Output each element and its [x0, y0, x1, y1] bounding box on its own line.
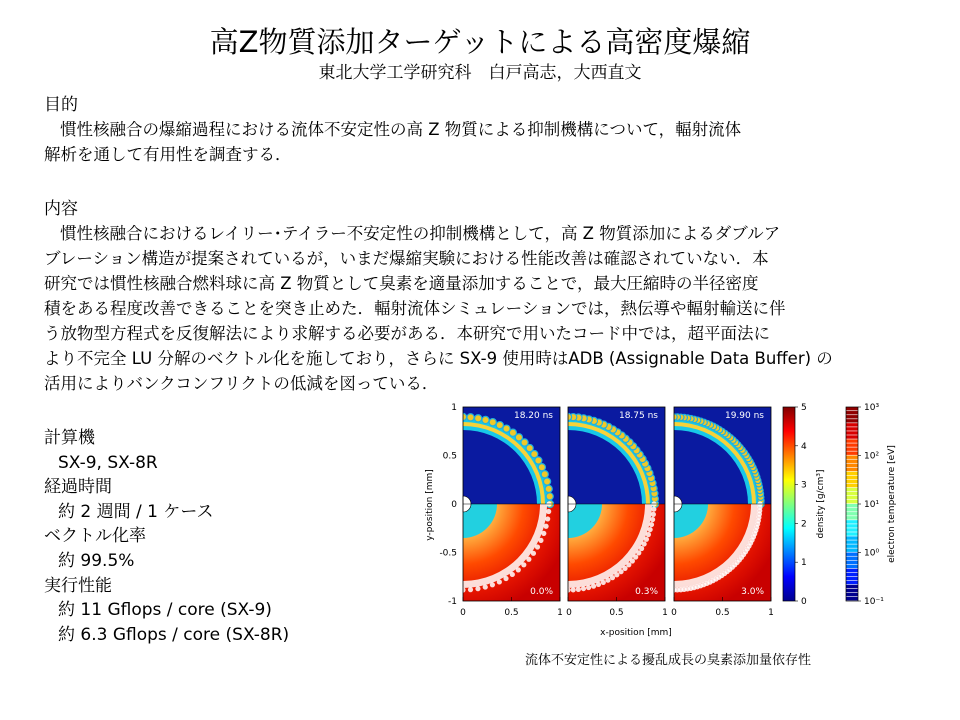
- panel-additive-label: 0.3%: [635, 587, 658, 597]
- density-tick-label: 4: [801, 441, 807, 452]
- density-colorbar-label: density [g/cm³]: [816, 469, 826, 539]
- x-tick-label: 0: [460, 608, 466, 618]
- content-line: 研究では慣性核融合燃料球に高 Z 物質として臭素を適量添加することで，最大圧縮時の半径密度: [44, 274, 759, 293]
- y-tick-label: 0: [451, 500, 457, 510]
- panel-time-label: 18.75 ns: [618, 411, 658, 421]
- x-tick-label: 0.5: [609, 608, 624, 618]
- density-tick-label: 0: [801, 597, 807, 607]
- x-tick-label: 0: [566, 608, 572, 618]
- content-line: ブレーション構造が提案されているが，いまだ爆縮実験における性能改善は確認されていない．本: [44, 249, 769, 268]
- temperature-tick-label: 10¹: [864, 500, 880, 510]
- simulation-panel: [671, 407, 771, 601]
- simulation-panel: [564, 407, 665, 601]
- content-line: 積をある程度改善できることを突き止めた．輻射流体シミュレーションでは，熱伝導や輻射輸送に伴: [44, 299, 786, 318]
- x-tick-label: 1: [557, 608, 563, 618]
- temperature-tick-label: 10³: [864, 403, 880, 413]
- temperature-tick-label: 10²: [864, 451, 880, 462]
- y-axis-label: y-position [mm]: [425, 469, 435, 541]
- content-line: 活用によりバンクコンフリクトの低減を図っている．: [44, 374, 439, 393]
- density-tick-label: 3: [801, 480, 807, 491]
- x-tick-label: 0: [671, 608, 677, 618]
- y-tick-label: 0.5: [442, 451, 457, 462]
- content-heading: 内容: [44, 199, 78, 219]
- x-tick-label: 0.5: [504, 608, 519, 618]
- purpose-heading: 目的: [44, 95, 78, 115]
- spec-value-elapsed: 約 2 週間 / 1 ケース: [58, 501, 214, 522]
- spec-label-performance: 実行性能: [44, 575, 112, 596]
- simulation-figure: [418, 397, 918, 667]
- simulation-figure-svg: [418, 397, 918, 647]
- x-axis-label: x-position [mm]: [600, 628, 672, 638]
- spec-label-vectorization: ベクトル化率: [44, 526, 146, 547]
- content-line: より不完全 LU 分解のベクトル化を施しており，さらに SX-9 使用時はADB (Assignable Data Buffer) の: [44, 349, 833, 368]
- y-tick-label: -0.5: [439, 548, 457, 559]
- panel-additive-label: 0.0%: [530, 587, 553, 597]
- x-tick-label: 0.5: [715, 608, 730, 618]
- simulation-panel: [459, 407, 560, 601]
- authors: 東北大学工学研究科 白戸高志，大西直文: [318, 63, 642, 83]
- y-tick-label: -1: [448, 597, 457, 607]
- temperature-tick-label: 10⁰: [864, 548, 880, 559]
- spec-value-performance-sx8r: 約 6.3 Gflops / core (SX-8R): [58, 624, 290, 645]
- content-line: 慣性核融合におけるレイリー･テイラー不安定性の抑制機構として，高 Z 物質添加によるダブルア: [60, 224, 781, 243]
- purpose-section: [44, 93, 741, 167]
- panel-time-label: 18.20 ns: [513, 411, 553, 421]
- content-section: [44, 197, 833, 396]
- spec-list: [44, 426, 289, 647]
- temperature-colorbar: [846, 407, 858, 601]
- temperature-colorbar-label: electron temperature [eV]: [887, 445, 897, 563]
- density-tick-label: 5: [801, 403, 807, 413]
- temperature-tick-label: 10⁻¹: [864, 597, 884, 607]
- page-title: 高Z物質添加ターゲットによる高密度爆縮: [209, 25, 751, 59]
- x-tick-label: 1: [662, 608, 668, 618]
- purpose-line: 慣性核融合の爆縮過程における流体不安定性の高 Z 物質による抑制機構について，輻射流体: [60, 120, 742, 139]
- purpose-line: 解析を通して有用性を調査する．: [44, 145, 292, 164]
- density-colorbar: [783, 407, 795, 601]
- spec-label-computer: 計算機: [44, 428, 95, 448]
- panel-time-label: 19.90 ns: [724, 411, 764, 421]
- spec-label-elapsed: 経過時間: [44, 477, 112, 498]
- spec-value-computer: SX-9, SX-8R: [58, 452, 158, 473]
- panel-additive-label: 3.0%: [741, 587, 764, 597]
- density-tick-label: 2: [801, 519, 807, 530]
- content-line: う放物型方程式を反復解法により求解する必要がある．本研究で用いたコード中では，超平面法に: [44, 324, 770, 343]
- x-tick-label: 1: [768, 608, 774, 618]
- spec-value-performance-sx9: 約 11 Gflops / core (SX-9): [58, 600, 272, 621]
- spec-value-vectorization: 約 99.5%: [58, 550, 135, 571]
- density-tick-label: 1: [801, 558, 807, 569]
- y-tick-label: 1: [451, 403, 457, 413]
- figure-caption: 流体不安定性による擾乱成長の臭素添加量依存性: [524, 653, 811, 668]
